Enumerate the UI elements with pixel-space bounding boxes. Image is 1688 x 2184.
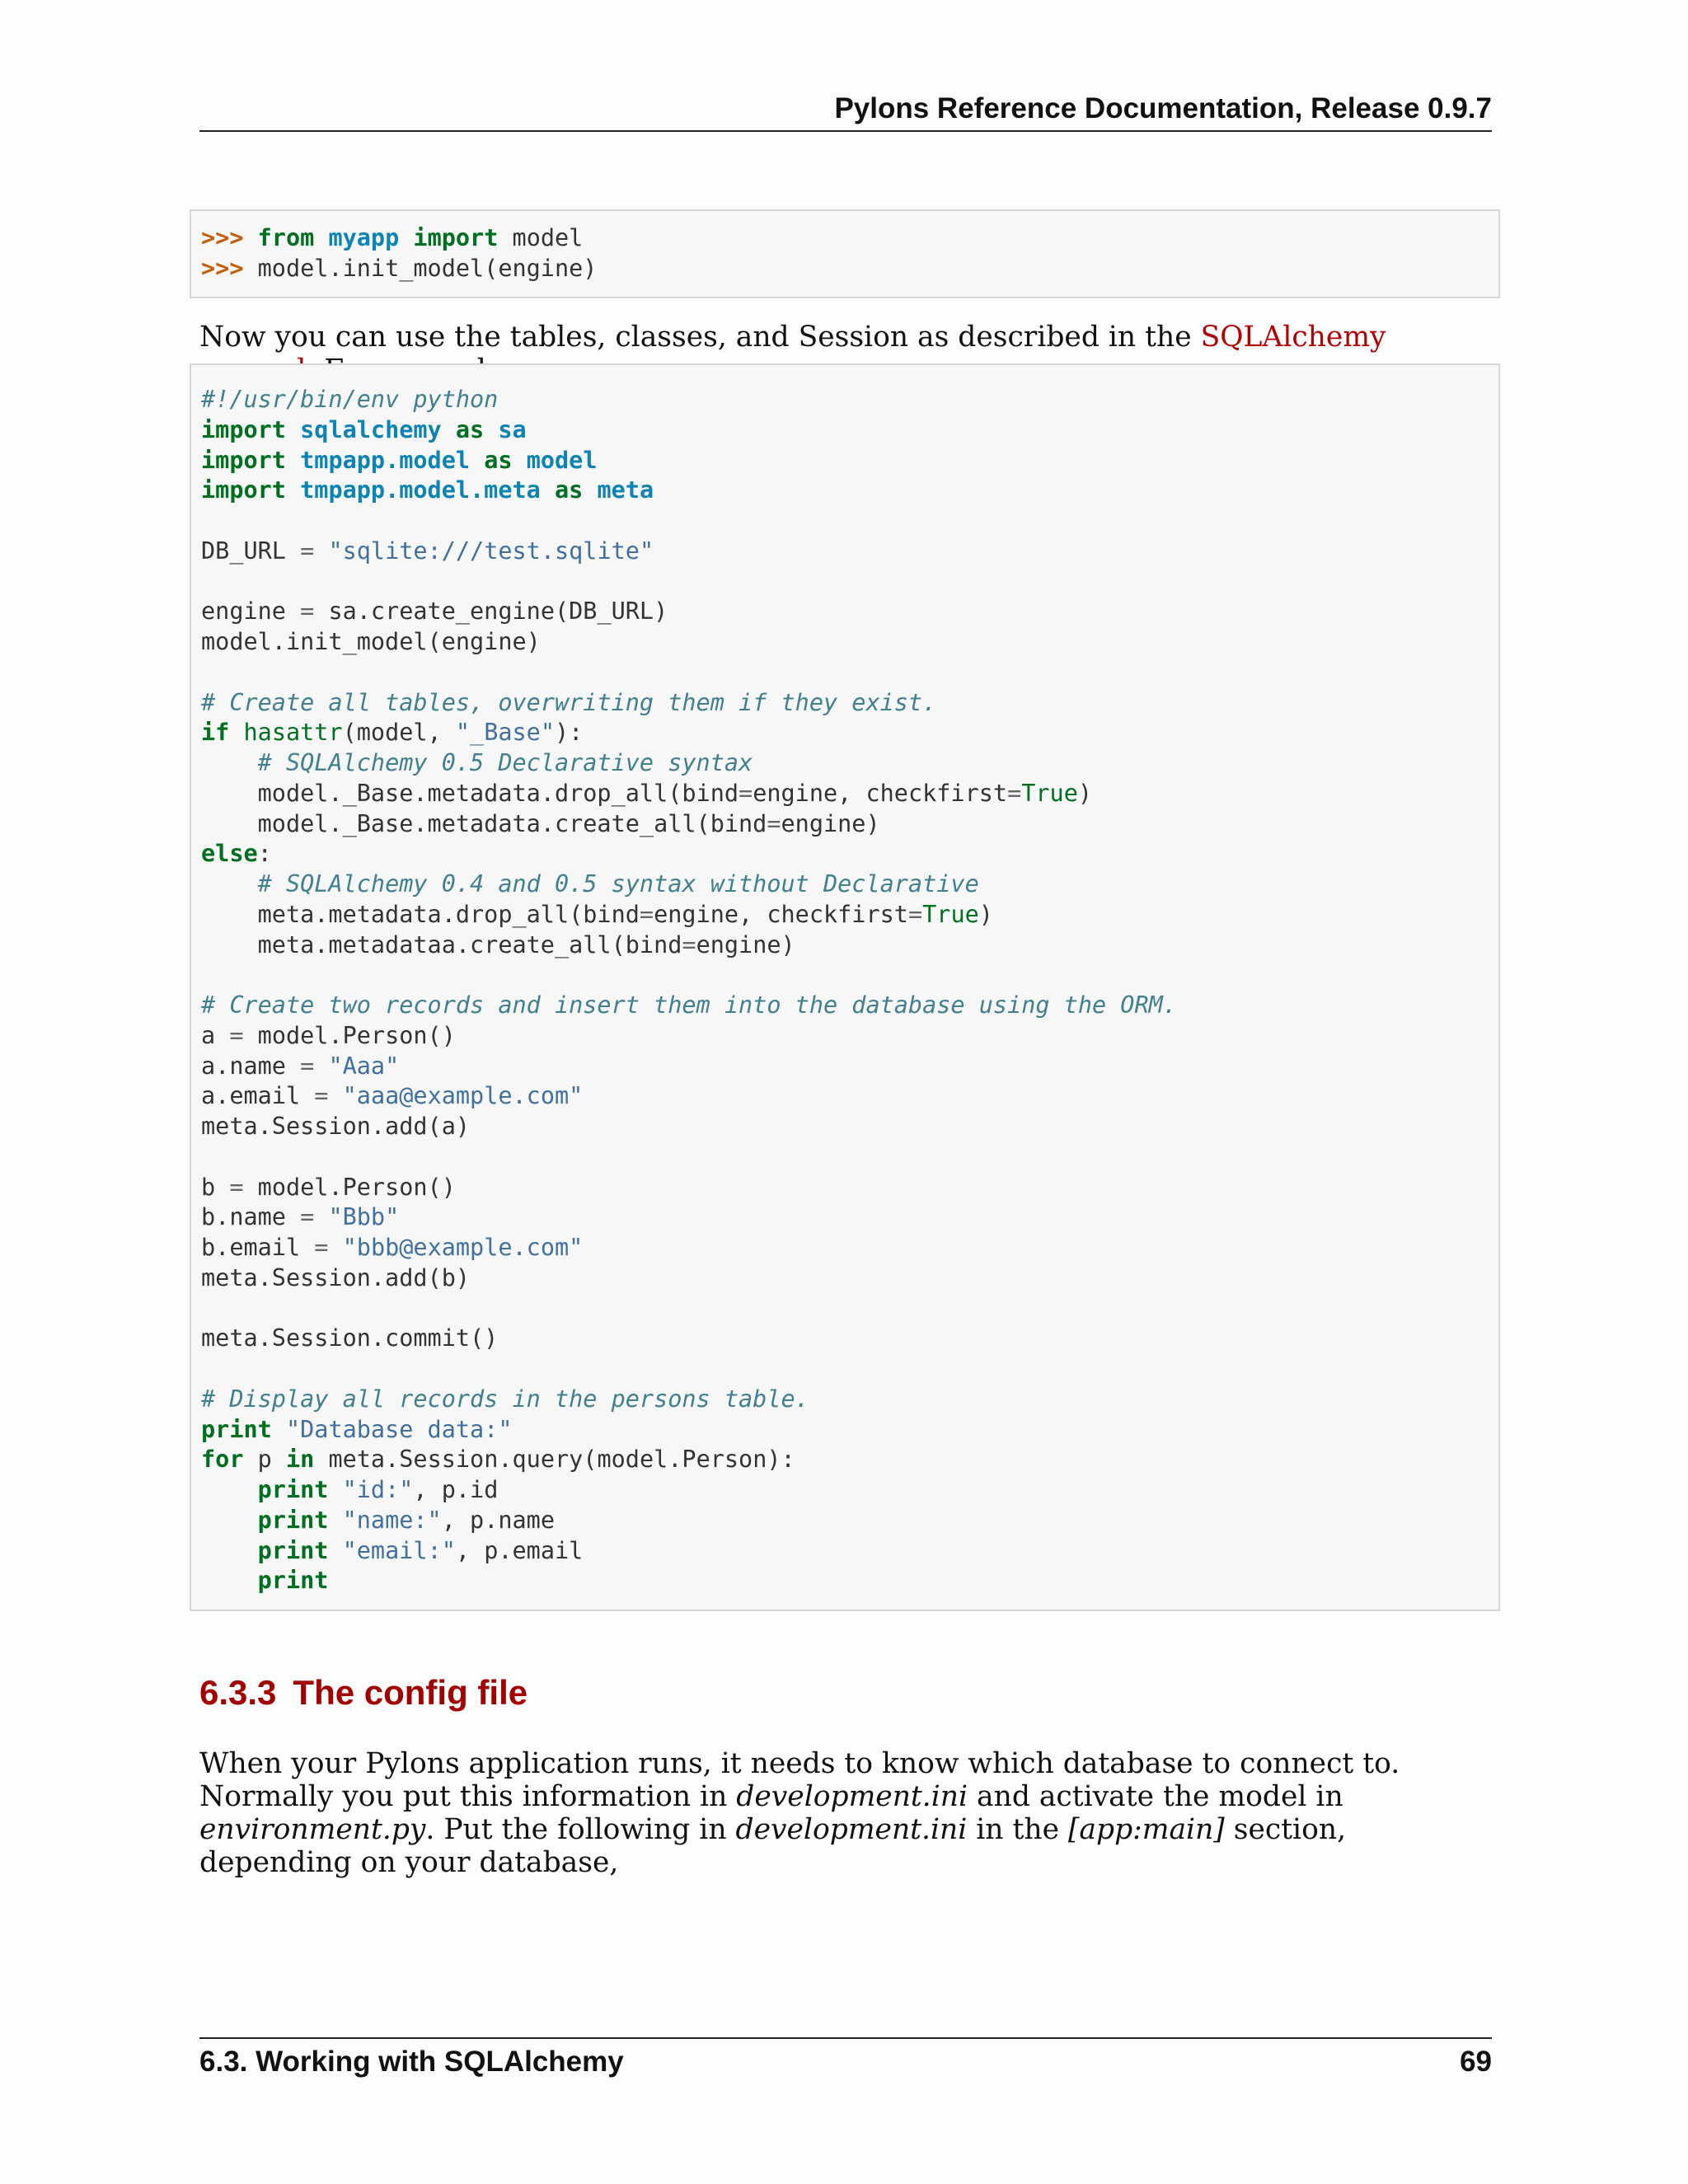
code-token: model._Base.metadata.create_all(bind <box>201 809 767 837</box>
code-line <box>201 718 1498 748</box>
code-token: model.Person() <box>243 1173 456 1201</box>
code-token <box>272 1416 286 1443</box>
code-line <box>201 1506 1498 1536</box>
code-token: "aaa@example.com" <box>342 1082 584 1110</box>
code-token: meta.Session.query(model.Person): <box>314 1446 795 1474</box>
code-token: from <box>257 224 315 251</box>
code-token <box>201 870 258 898</box>
footer-rule <box>199 2037 1492 2039</box>
code-token: meta.metadata.drop_all(bind <box>201 900 640 928</box>
code-line <box>201 991 1498 1021</box>
code-token: engine) <box>781 809 880 837</box>
emphasis-text: development.ini <box>736 1780 968 1813</box>
code-line <box>201 1294 1498 1324</box>
code-token: a <box>201 1021 230 1049</box>
code-token: = <box>1007 779 1022 807</box>
code-token <box>229 719 243 746</box>
code-token: print <box>201 1415 272 1443</box>
code-line <box>201 385 1498 415</box>
code-token: b.email <box>201 1234 315 1261</box>
code-line <box>201 1475 1498 1506</box>
code-token: engine) <box>696 930 795 958</box>
code-token <box>286 476 300 504</box>
code-token: "bbb@example.com" <box>342 1234 584 1261</box>
code-line <box>201 537 1498 567</box>
code-token: "name:" <box>342 1506 442 1534</box>
code-token: sqlalchemy <box>300 415 442 443</box>
code-token <box>399 224 413 251</box>
code-token: (model, <box>342 719 456 747</box>
paragraph-text: and activate the model in <box>968 1780 1343 1813</box>
emphasis-text: development.ini <box>735 1813 968 1846</box>
code-token: "_Base" <box>455 719 555 747</box>
code-line <box>201 627 1498 658</box>
code-token: = <box>907 900 923 928</box>
code-token: hasattr <box>243 719 343 747</box>
code-token: meta <box>597 476 654 504</box>
code-token <box>201 1476 258 1503</box>
code-token: DB_URL <box>201 537 301 565</box>
code-token: sa.create_engine(DB_URL) <box>314 598 668 626</box>
code-token: print <box>257 1506 329 1534</box>
code-line <box>201 446 1498 476</box>
code-token: : <box>257 840 272 868</box>
code-token: True <box>1021 779 1078 807</box>
code-token: = <box>314 1234 329 1261</box>
code-token <box>201 749 258 776</box>
footer-section: 6.3. Working with SQLAlchemy <box>199 2046 624 2078</box>
code-token: = <box>300 1203 315 1231</box>
header-rule <box>199 130 1492 132</box>
code-line <box>201 1324 1498 1354</box>
code-token: as <box>455 415 485 443</box>
code-line <box>201 779 1498 809</box>
code-token: , p.id <box>413 1476 499 1503</box>
code-token: a.name <box>201 1052 301 1080</box>
code-token: b <box>201 1173 230 1201</box>
code-token: ) <box>1077 779 1093 807</box>
code-token <box>513 447 527 474</box>
code-token: as <box>555 476 584 504</box>
code-line <box>201 597 1498 627</box>
code-token: = <box>314 1082 329 1110</box>
paragraph-text: . Put the following in <box>425 1813 736 1846</box>
code-token <box>541 476 555 504</box>
code-token: # Create two records and insert them into the database using the ORM. <box>201 991 1177 1019</box>
code-token: # Display all records in the persons table. <box>201 1385 809 1413</box>
code-token: engine, checkfirst <box>753 779 1008 807</box>
code-line <box>201 869 1498 900</box>
sqlalchemy-manual-link[interactable]: SQLAlchemy <box>1200 321 1386 354</box>
code-line <box>201 567 1498 598</box>
code-token <box>470 447 484 474</box>
paragraph-text: section, depending on your database, <box>199 1813 1347 1879</box>
code-token: # SQLAlchemy 0.5 Declarative syntax <box>257 749 753 776</box>
code-token: = <box>300 598 315 626</box>
code-token: as <box>484 446 513 474</box>
code-token: engine, checkfirst <box>654 900 908 928</box>
paragraph-text: When your Pylons application runs, it needs to know which database to connect to. Normally you put this information in <box>199 1747 1400 1813</box>
code-token: a.email <box>201 1082 315 1110</box>
code-token: = <box>682 930 696 958</box>
code-token: ) <box>978 900 993 928</box>
code-token: = <box>229 1021 244 1049</box>
code-token: model.init_model(engine) <box>201 628 541 655</box>
code-token: if <box>201 719 230 747</box>
code-token: ): <box>555 719 584 747</box>
code-line <box>201 809 1498 840</box>
emphasis-text: environment.py <box>199 1813 426 1846</box>
code-token: import <box>201 476 286 504</box>
code-token: import <box>201 415 286 443</box>
code-line <box>201 1263 1498 1294</box>
code-token: for <box>201 1446 244 1474</box>
code-line <box>201 1021 1498 1052</box>
code-token: model._Base.metadata.drop_all(bind <box>201 779 739 807</box>
code-token: b.name <box>201 1203 301 1231</box>
config-paragraph <box>199 1747 1492 1879</box>
page-number: 69 <box>1460 2046 1492 2078</box>
code-token: "id:" <box>342 1476 414 1503</box>
code-line <box>201 688 1498 719</box>
code-token: import <box>413 224 499 251</box>
code-token: "email:" <box>342 1536 456 1564</box>
code-token: , p.email <box>455 1536 584 1564</box>
code-line <box>201 1081 1498 1112</box>
code-token: meta.Session.add(a) <box>201 1113 471 1140</box>
code-line <box>201 1445 1498 1475</box>
code-token <box>201 1507 258 1534</box>
code-token <box>201 1567 258 1594</box>
code-token: tmpapp.model <box>300 446 471 474</box>
code-token <box>201 1537 258 1564</box>
paragraph-text: in the <box>967 1813 1068 1846</box>
code-line <box>201 1354 1498 1385</box>
code-line <box>201 748 1498 779</box>
code-line <box>201 415 1498 446</box>
code-token: p <box>243 1446 286 1474</box>
code-token: model.Person() <box>243 1021 456 1049</box>
intro-paragraph-text: Now you can use the tables, classes, and Session as described in the <box>199 321 1201 354</box>
code-line <box>201 1052 1498 1082</box>
code-token <box>583 476 597 504</box>
code-token: print <box>257 1567 329 1595</box>
code-token: , p.name <box>441 1506 555 1534</box>
code-token: meta.metadataa.create_all(bind <box>201 930 682 958</box>
code-line <box>201 1173 1498 1203</box>
code-token: "Database data:" <box>285 1415 513 1443</box>
code-line <box>201 1112 1498 1142</box>
running-footer <box>199 2046 1492 2079</box>
section-title: The config file <box>293 1673 528 1712</box>
code-line <box>201 1566 1498 1596</box>
code-token: in <box>285 1446 315 1474</box>
code-token: = <box>738 779 753 807</box>
code-token <box>328 1234 342 1261</box>
code-line <box>201 1536 1498 1567</box>
code-token <box>314 1203 328 1230</box>
code-line <box>201 658 1498 688</box>
section-heading <box>199 1673 528 1713</box>
code-token: import <box>201 446 286 474</box>
code-line <box>201 254 1498 284</box>
code-token: engine <box>201 598 301 626</box>
code-token: "sqlite:///test.sqlite" <box>328 537 654 565</box>
code-token: sa <box>498 415 527 443</box>
code-token <box>442 416 456 443</box>
code-token <box>484 416 498 443</box>
code-token <box>328 1537 342 1564</box>
code-token: print <box>257 1536 329 1564</box>
code-token <box>328 1507 342 1534</box>
code-token: >>> <box>201 254 258 282</box>
code-token <box>286 416 300 443</box>
intro-code-block <box>190 209 1500 298</box>
code-line <box>201 476 1498 506</box>
section-number: 6.3.3 <box>199 1673 277 1712</box>
code-token: myapp <box>328 224 400 251</box>
code-token <box>286 447 300 474</box>
code-token: # Create all tables, overwriting them if they exist. <box>201 688 937 716</box>
code-token: # SQLAlchemy 0.4 and 0.5 syntax without Declarative <box>257 870 979 898</box>
code-token: model.init_model(engine) <box>257 254 598 282</box>
code-token: model <box>526 446 598 474</box>
example-code-block <box>190 363 1500 1611</box>
code-token: = <box>300 537 315 565</box>
code-token: = <box>767 809 781 837</box>
code-line <box>201 1415 1498 1446</box>
code-token <box>314 537 328 565</box>
code-token <box>328 1476 342 1503</box>
code-token: >>> <box>201 224 258 251</box>
code-token: else <box>201 840 258 868</box>
code-line <box>201 960 1498 991</box>
code-token: print <box>257 1476 329 1503</box>
code-line <box>201 900 1498 930</box>
code-line <box>201 223 1498 254</box>
code-line <box>201 1202 1498 1233</box>
code-token: model <box>498 224 584 251</box>
code-token: = <box>229 1173 244 1201</box>
code-token: True <box>922 900 979 928</box>
code-token <box>328 1082 342 1109</box>
code-token: meta.Session.add(b) <box>201 1263 471 1291</box>
code-token: = <box>300 1052 315 1080</box>
code-token <box>314 1052 328 1080</box>
code-token: tmpapp.model.meta <box>300 476 541 504</box>
code-line <box>201 930 1498 961</box>
code-line <box>201 1233 1498 1263</box>
code-line <box>201 506 1498 537</box>
emphasis-text: [app:main] <box>1067 1813 1225 1846</box>
code-token: meta.Session.commit() <box>201 1324 499 1352</box>
code-line <box>201 1142 1498 1173</box>
running-header: Pylons Reference Documentation, Release 0.9.7 <box>834 92 1492 124</box>
code-token: = <box>639 900 654 928</box>
code-token: "Bbb" <box>328 1203 400 1231</box>
code-token <box>314 224 328 251</box>
code-line <box>201 1385 1498 1415</box>
code-line <box>201 839 1498 869</box>
code-token: #!/usr/bin/env python <box>201 386 499 413</box>
code-token: "Aaa" <box>328 1052 400 1080</box>
